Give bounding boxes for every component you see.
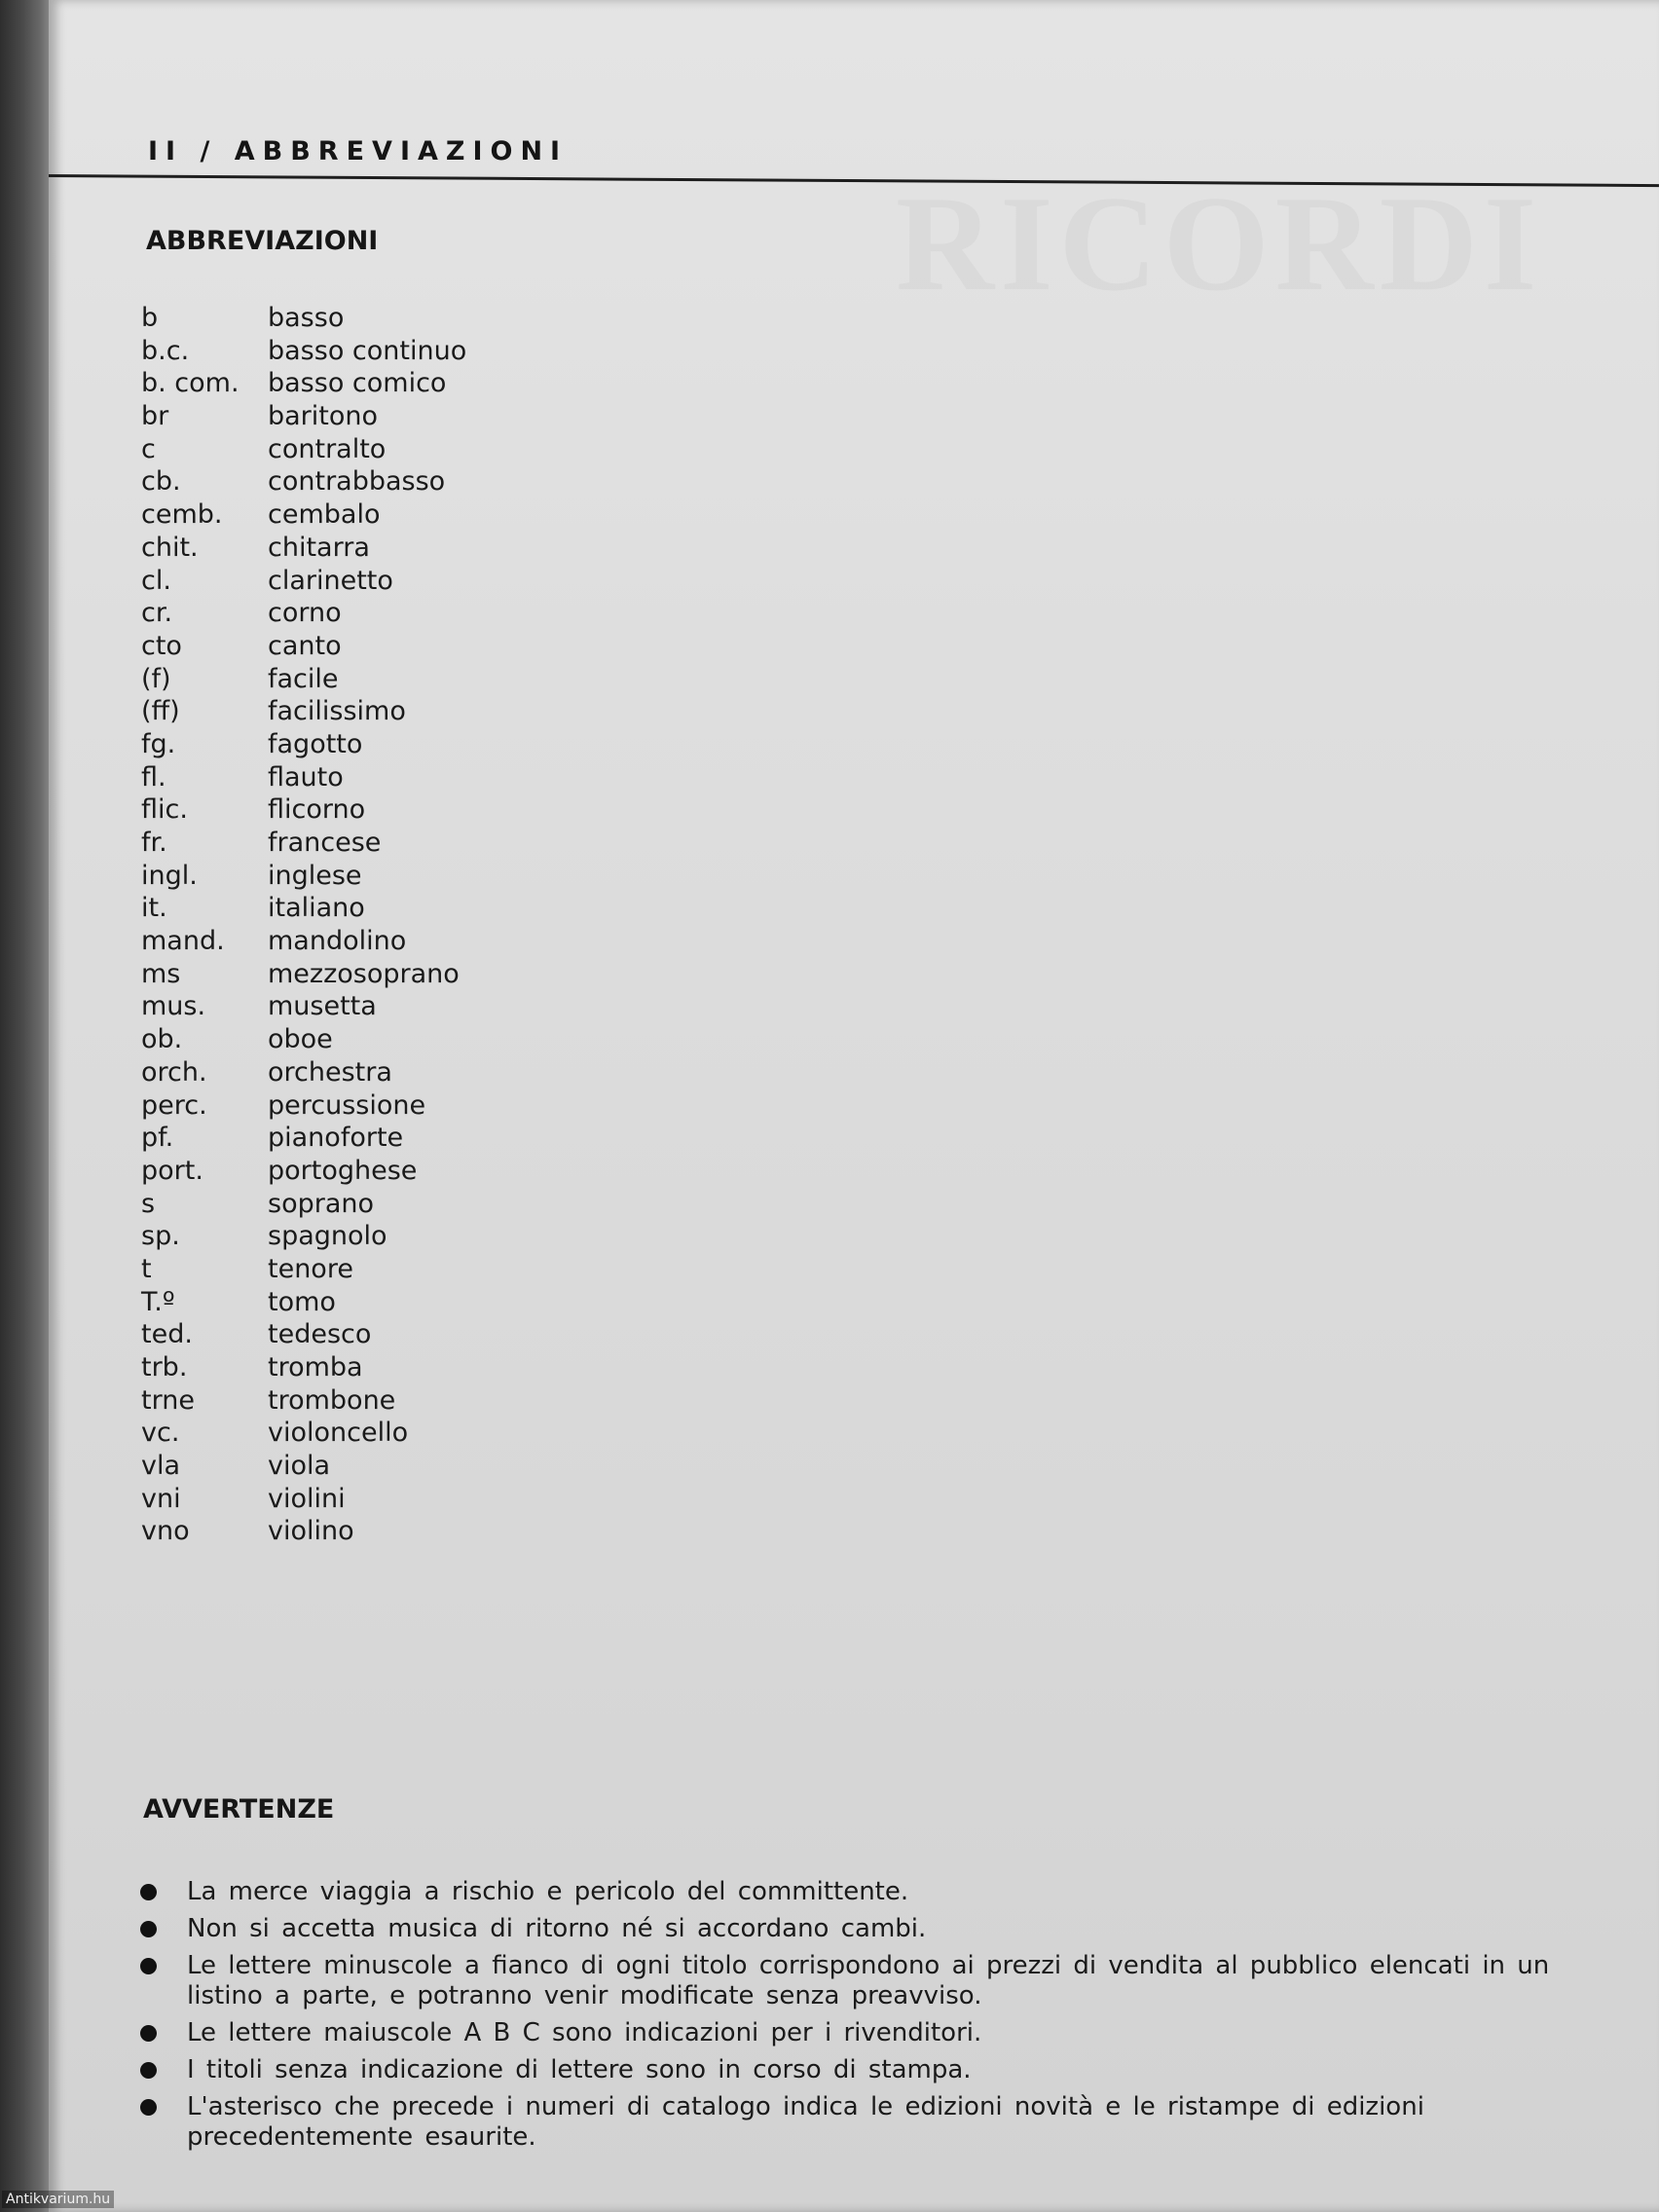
abbreviation-meaning: flauto	[268, 761, 344, 793]
abbreviation-key: ingl.	[141, 860, 198, 891]
warning-item	[136, 1914, 1577, 1944]
abbreviation-key: orch.	[141, 1056, 207, 1088]
abbreviation-key: mand.	[141, 926, 225, 957]
warning-text: Le lettere minuscole a fianco di ogni titolo corrispondono ai prezzi di vendita al pubblico elencati in un listino a parte, e potranno venir modificate senza preavviso.	[187, 1951, 1550, 2010]
abbreviation-meaning: tomo	[268, 1286, 336, 1317]
abbreviation-key: trne	[141, 1384, 195, 1416]
abbreviations-title: ABBREVIAZIONI	[146, 226, 379, 256]
abbreviation-meaning: cembalo	[268, 499, 381, 531]
abbreviation-meaning: viola	[268, 1451, 331, 1482]
abbreviation-key: vno	[141, 1516, 190, 1547]
abbreviation-key: ted.	[141, 1319, 193, 1350]
abbreviation-key: b.c.	[141, 335, 190, 366]
abbreviation-meaning: baritono	[268, 401, 379, 432]
warnings-title: AVVERTENZE	[143, 1794, 335, 1825]
abbreviation-key: (ff)	[141, 696, 180, 727]
abbreviation-meaning: canto	[268, 630, 342, 661]
abbreviation-meaning: tenore	[268, 1253, 353, 1284]
warning-text: I titoli senza indicazione di lettere sono in corso di stampa.	[187, 2055, 972, 2084]
abbreviation-meaning: facilissimo	[268, 696, 406, 727]
abbreviation-meaning: corno	[268, 598, 342, 629]
abbreviation-meaning: spagnolo	[268, 1221, 387, 1252]
warning-item	[136, 1877, 1577, 1907]
warning-text: L'asterisco che precede i numeri di catalogo indica le edizioni novità e le ristampe di edizioni precedentemente esaurite.	[187, 2092, 1424, 2152]
warning-text: Non si accetta musica di ritorno né si accordano cambi.	[187, 1914, 927, 1943]
abbreviation-key: b. com.	[141, 368, 240, 399]
abbreviation-key: trb.	[141, 1352, 188, 1382]
abbreviation-key: s	[141, 1188, 156, 1219]
abbreviation-meaning: oboe	[268, 1024, 333, 1055]
abbreviation-meaning: trombone	[268, 1384, 396, 1416]
bullet-icon	[140, 1958, 157, 1974]
bullet-icon	[140, 1921, 157, 1937]
abbreviation-meaning: violini	[268, 1483, 346, 1514]
warning-item	[136, 2055, 1577, 2085]
abbreviation-key: t	[141, 1253, 152, 1284]
abbreviation-meaning: violoncello	[268, 1418, 409, 1449]
abbreviation-key: chit.	[141, 532, 199, 563]
abbreviation-meaning: tromba	[268, 1352, 363, 1382]
abbreviation-key: ms	[141, 958, 181, 989]
abbreviation-key: it.	[141, 893, 167, 924]
abbreviation-meaning: basso	[268, 303, 345, 333]
abbreviation-key: b	[141, 303, 159, 333]
abbreviation-meaning: italiano	[268, 893, 365, 924]
abbreviation-meaning: contralto	[268, 433, 387, 464]
abbreviation-key: cemb.	[141, 499, 223, 531]
abbreviation-key: sp.	[141, 1221, 180, 1252]
abbreviation-meaning: percussione	[268, 1089, 426, 1121]
abbreviation-meaning: mandolino	[268, 926, 407, 957]
abbreviation-key: cb.	[141, 466, 181, 498]
running-head: II / ABBREVIAZIONI	[148, 136, 569, 166]
abbreviation-key: c	[141, 433, 156, 464]
abbreviation-key: cto	[141, 630, 182, 661]
abbreviation-key: cl.	[141, 565, 171, 596]
warning-item	[136, 1951, 1577, 2011]
abbreviation-key: perc.	[141, 1089, 207, 1121]
warnings-list	[136, 1877, 1577, 2159]
abbreviation-key: vni	[141, 1483, 181, 1514]
abbreviation-key: vla	[141, 1451, 181, 1482]
abbreviation-key: (f)	[141, 663, 171, 694]
warning-item	[136, 2092, 1577, 2153]
abbreviation-key: ob.	[141, 1024, 183, 1055]
abbreviation-key: cr.	[141, 598, 173, 629]
abbreviation-key: br	[141, 401, 169, 432]
abbreviation-key: fg.	[141, 728, 176, 759]
warning-text: Le lettere maiuscole A B C sono indicazioni per i rivenditori.	[187, 2018, 982, 2047]
abbreviation-meaning: chitarra	[268, 532, 370, 563]
warning-item	[136, 2018, 1577, 2048]
warning-text: La merce viaggia a rischio e pericolo del committente.	[187, 1877, 909, 1906]
abbreviation-key: fr.	[141, 828, 167, 858]
abbreviation-meaning: soprano	[268, 1188, 375, 1219]
abbreviation-meaning: orchestra	[268, 1056, 392, 1088]
abbreviation-meaning: violino	[268, 1516, 354, 1547]
abbreviation-meaning: contrabbasso	[268, 466, 446, 498]
abbreviation-meaning: portoghese	[268, 1155, 418, 1186]
abbreviation-meaning: francese	[268, 828, 382, 858]
bullet-icon	[140, 2099, 157, 2116]
abbreviation-meaning: clarinetto	[268, 565, 393, 596]
abbreviation-key: flic.	[141, 794, 188, 826]
abbreviation-key: fl.	[141, 761, 166, 793]
abbreviation-key: port.	[141, 1155, 203, 1186]
abbreviation-meaning: inglese	[268, 860, 362, 891]
abbreviation-key: pf.	[141, 1123, 174, 1154]
faint-bleed-through-logo: RICORDI	[896, 168, 1543, 319]
abbreviation-meaning: mezzosoprano	[268, 958, 460, 989]
abbreviation-meaning: fagotto	[268, 728, 363, 759]
abbreviation-key: T.º	[141, 1286, 175, 1317]
abbreviation-key: mus.	[141, 991, 206, 1022]
abbreviation-meaning: flicorno	[268, 794, 366, 826]
book-spine	[0, 0, 51, 2212]
abbreviation-meaning: musetta	[268, 991, 377, 1022]
abbreviation-meaning: facile	[268, 663, 339, 694]
site-watermark: Antikvarium.hu	[2, 2191, 114, 2208]
bullet-icon	[140, 1884, 157, 1900]
abbreviation-meaning: basso continuo	[268, 335, 467, 366]
abbreviation-meaning: tedesco	[268, 1319, 372, 1350]
abbreviation-key: vc.	[141, 1418, 180, 1449]
abbreviation-meaning: basso comico	[268, 368, 447, 399]
abbreviation-meaning: pianoforte	[268, 1123, 404, 1154]
bullet-icon	[140, 2062, 157, 2079]
bullet-icon	[140, 2025, 157, 2042]
